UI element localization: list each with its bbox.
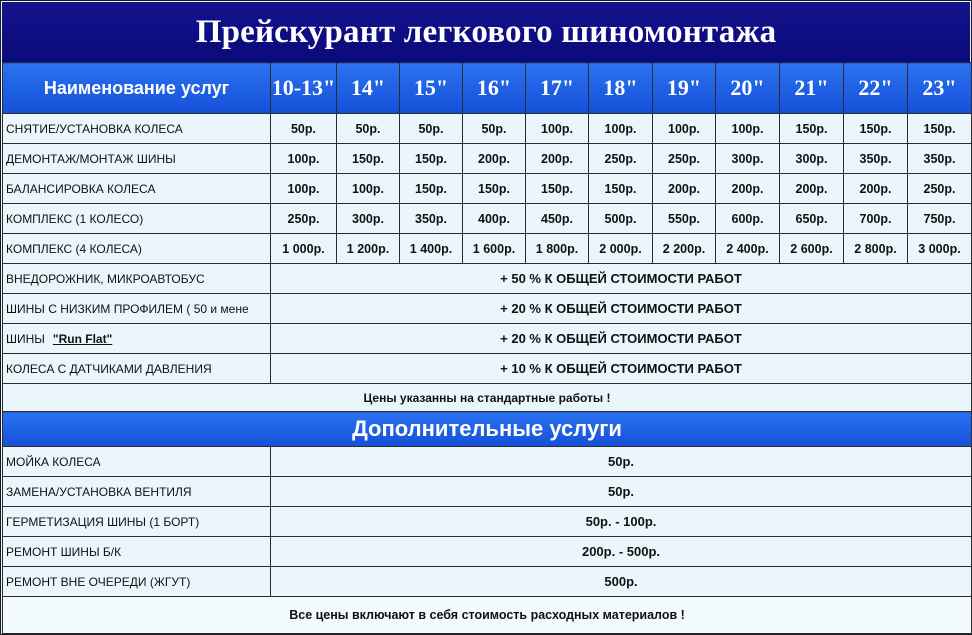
price-cell: 250р. (653, 144, 716, 174)
price-cell: 250р. (908, 174, 972, 204)
title-bar (2, 2, 970, 62)
price-cell: 1 600р. (463, 234, 526, 264)
price-cell: 50р. (337, 114, 400, 144)
additional-service-name: РЕМОНТ ВНЕ ОЧЕРЕДИ (ЖГУТ) (3, 567, 271, 597)
price-cell: 550р. (653, 204, 716, 234)
surcharge-value: + 50 % К ОБЩЕЙ СТОИМОСТИ РАБОТ (271, 264, 972, 294)
price-cell: 2 600р. (780, 234, 844, 264)
price-cell: 50р. (271, 114, 337, 144)
additional-service-price: 50р. - 100р. (271, 507, 972, 537)
run-flat-label: "Run Flat" (52, 331, 113, 346)
list-item (3, 537, 972, 567)
price-cell: 100р. (337, 174, 400, 204)
surcharge-name-cell (3, 324, 271, 354)
price-cell: 2 800р. (844, 234, 908, 264)
price-cell: 250р. (271, 204, 337, 234)
price-cell: 100р. (653, 114, 716, 144)
additional-services-header (3, 412, 972, 447)
price-cell: 150р. (463, 174, 526, 204)
list-item (3, 567, 972, 597)
service-name: КОМПЛЕКС (4 КОЛЕСА) (3, 234, 271, 264)
price-cell: 2 400р. (716, 234, 780, 264)
additional-service-name: РЕМОНТ ШИНЫ Б/К (3, 537, 271, 567)
price-cell: 150р. (526, 174, 589, 204)
surcharge-name: ШИНЫ С НИЗКИМ ПРОФИЛЕМ ( 50 и мене (3, 294, 271, 324)
price-cell: 150р. (908, 114, 972, 144)
header-size: 18" (589, 63, 653, 114)
price-cell: 100р. (589, 114, 653, 144)
price-cell: 200р. (716, 174, 780, 204)
price-cell: 650р. (780, 204, 844, 234)
header-size: 15" (400, 63, 463, 114)
surcharge-row (3, 294, 972, 324)
price-cell: 400р. (463, 204, 526, 234)
table-row (3, 114, 972, 144)
price-cell: 100р. (526, 114, 589, 144)
price-cell: 500р. (589, 204, 653, 234)
table-row (3, 204, 972, 234)
additional-service-price: 50р. (271, 447, 972, 477)
service-name: БАЛАНСИРОВКА КОЛЕСА (3, 174, 271, 204)
footer-row (3, 597, 972, 634)
header-size: 23" (908, 63, 972, 114)
price-cell: 150р. (844, 114, 908, 144)
surcharge-row (3, 354, 972, 384)
additional-service-name: ЗАМЕНА/УСТАНОВКА ВЕНТИЛЯ (3, 477, 271, 507)
price-cell: 200р. (653, 174, 716, 204)
header-size: 14" (337, 63, 400, 114)
service-name: ДЕМОНТАЖ/МОНТАЖ ШИНЫ (3, 144, 271, 174)
service-name: КОМПЛЕКС (1 КОЛЕСО) (3, 204, 271, 234)
header-service-name: Наименование услуг (3, 63, 271, 114)
surcharge-value: + 10 % К ОБЩЕЙ СТОИМОСТИ РАБОТ (271, 354, 972, 384)
price-cell: 200р. (844, 174, 908, 204)
additional-service-price: 50р. (271, 477, 972, 507)
table-row (3, 234, 972, 264)
price-cell: 350р. (844, 144, 908, 174)
additional-service-price: 500р. (271, 567, 972, 597)
additional-service-name: МОЙКА КОЛЕСА (3, 447, 271, 477)
price-cell: 150р. (400, 174, 463, 204)
price-cell: 100р. (271, 174, 337, 204)
list-item (3, 507, 972, 537)
header-size: 10-13" (271, 63, 337, 114)
header-size: 19" (653, 63, 716, 114)
price-cell: 200р. (780, 174, 844, 204)
additional-services-title: Дополнительные услуги (3, 412, 972, 447)
price-table (2, 62, 972, 634)
price-cell: 250р. (589, 144, 653, 174)
header-size: 21" (780, 63, 844, 114)
surcharge-name: ВНЕДОРОЖНИК, МИКРОАВТОБУС (3, 264, 271, 294)
price-cell: 200р. (526, 144, 589, 174)
note-row (3, 384, 972, 412)
price-cell: 300р. (716, 144, 780, 174)
price-cell: 200р. (463, 144, 526, 174)
surcharge-row (3, 324, 972, 354)
price-cell: 300р. (780, 144, 844, 174)
price-cell: 150р. (337, 144, 400, 174)
additional-service-name: ГЕРМЕТИЗАЦИЯ ШИНЫ (1 БОРТ) (3, 507, 271, 537)
price-cell: 1 200р. (337, 234, 400, 264)
header-size: 20" (716, 63, 780, 114)
price-cell: 1 400р. (400, 234, 463, 264)
surcharge-value: + 20 % К ОБЩЕЙ СТОИМОСТИ РАБОТ (271, 324, 972, 354)
price-cell: 600р. (716, 204, 780, 234)
price-cell: 450р. (526, 204, 589, 234)
list-item (3, 477, 972, 507)
price-cell: 700р. (844, 204, 908, 234)
price-cell: 350р. (400, 204, 463, 234)
footer-note: Все цены включают в себя стоимость расходных материалов ! (3, 597, 972, 634)
header-size: 16" (463, 63, 526, 114)
header-row (3, 63, 972, 114)
price-cell: 150р. (400, 144, 463, 174)
price-cell: 350р. (908, 144, 972, 174)
surcharge-row (3, 264, 972, 294)
service-name: СНЯТИЕ/УСТАНОВКА КОЛЕСА (3, 114, 271, 144)
price-cell: 2 000р. (589, 234, 653, 264)
price-cell: 750р. (908, 204, 972, 234)
header-size: 22" (844, 63, 908, 114)
price-cell: 100р. (716, 114, 780, 144)
price-cell: 50р. (463, 114, 526, 144)
surcharge-value: + 20 % К ОБЩЕЙ СТОИМОСТИ РАБОТ (271, 294, 972, 324)
price-cell: 150р. (589, 174, 653, 204)
additional-service-price: 200р. - 500р. (271, 537, 972, 567)
price-cell: 2 200р. (653, 234, 716, 264)
price-cell: 3 000р. (908, 234, 972, 264)
price-cell: 50р. (400, 114, 463, 144)
surcharge-name: ШИНЫ (6, 331, 45, 346)
list-item (3, 447, 972, 477)
price-cell: 300р. (337, 204, 400, 234)
price-cell: 150р. (780, 114, 844, 144)
table-row (3, 174, 972, 204)
surcharge-name: КОЛЕСА С ДАТЧИКАМИ ДАВЛЕНИЯ (3, 354, 271, 384)
standard-work-note: Цены указанны на стандартные работы ! (3, 384, 972, 412)
table-row (3, 144, 972, 174)
price-cell: 1 000р. (271, 234, 337, 264)
price-cell: 1 800р. (526, 234, 589, 264)
page-title: Прейскурант легкового шиномонтажа (195, 13, 777, 50)
header-size: 17" (526, 63, 589, 114)
price-cell: 100р. (271, 144, 337, 174)
